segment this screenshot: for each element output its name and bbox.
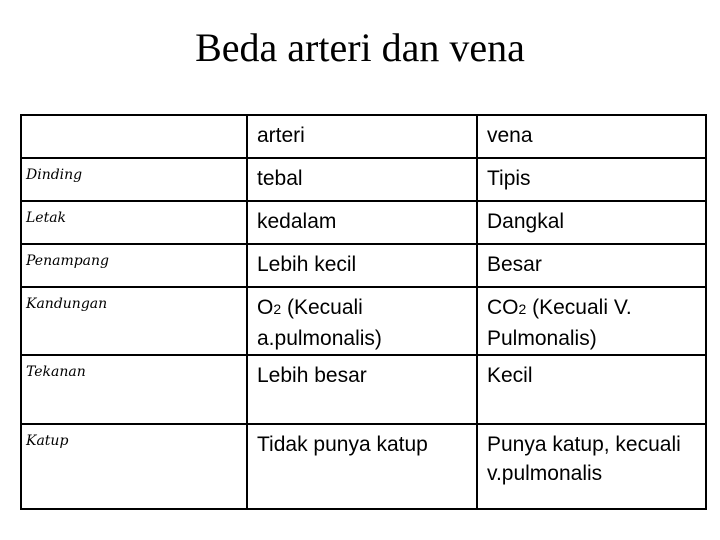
arteri-cell [247,287,477,355]
arteri-value: kedalam [257,210,337,233]
vena-cell [477,287,706,355]
header-vena: vena [487,124,533,147]
row-label-cell [21,287,247,355]
table-row [21,355,706,424]
row-label: Dinding [26,167,83,183]
row-label: Katup [26,433,69,449]
table-row [21,201,706,244]
vena-value [478,288,705,353]
arteri-cell [247,424,477,509]
vena-cell [477,355,706,424]
header-arteri-cell [247,115,477,158]
vena-value: Tipis [487,167,531,190]
arteri-cell [247,201,477,244]
vena-kandungan-text: (Kecuali V. Pulmonalis) [487,296,632,350]
arteri-cell [247,158,477,201]
row-label-cell [21,355,247,424]
arteri-cell [247,355,477,424]
vena-value: Besar [487,253,542,276]
vena-value: Kecil [487,364,533,387]
table-header-row [21,115,706,158]
arteri-value [248,288,476,353]
vena-cell [477,424,706,509]
vena-value: Dangkal [487,210,565,233]
vena-cell [477,244,706,287]
arteri-value: Tidak punya katup [257,433,428,456]
vena-value: Punya katup, kecuali v.pulmonalis [487,433,681,485]
row-label-cell [21,158,247,201]
row-label-cell [21,201,247,244]
header-row-label [22,116,246,124]
header-arteri: arteri [257,124,305,147]
row-label: Penampang [26,253,110,269]
comparison-table [20,114,707,510]
slide-title: Beda arteri dan vena [195,25,525,70]
row-label-cell [21,244,247,287]
table-row [21,158,706,201]
header-vena-cell [477,115,706,158]
vena-cell [477,201,706,244]
table-row [21,244,706,287]
oxygen-formula: O [257,296,274,319]
row-label: Letak [26,210,67,226]
table-row [21,424,706,509]
arteri-value: Lebih besar [257,364,367,387]
oxygen-subscript: 2 [273,301,282,317]
arteri-value: tebal [257,167,303,190]
table-row [21,287,706,355]
row-label: Kandungan [26,296,108,312]
header-empty-cell [21,115,247,158]
vena-cell [477,158,706,201]
arteri-value: Lebih kecil [257,253,357,276]
row-label-cell [21,424,247,509]
co2-formula: CO [487,296,519,319]
row-label: Tekanan [26,364,86,380]
arteri-kandungan-text: (Kecuali a.pulmonalis) [257,296,382,350]
arteri-cell [247,244,477,287]
co2-subscript: 2 [518,301,527,317]
